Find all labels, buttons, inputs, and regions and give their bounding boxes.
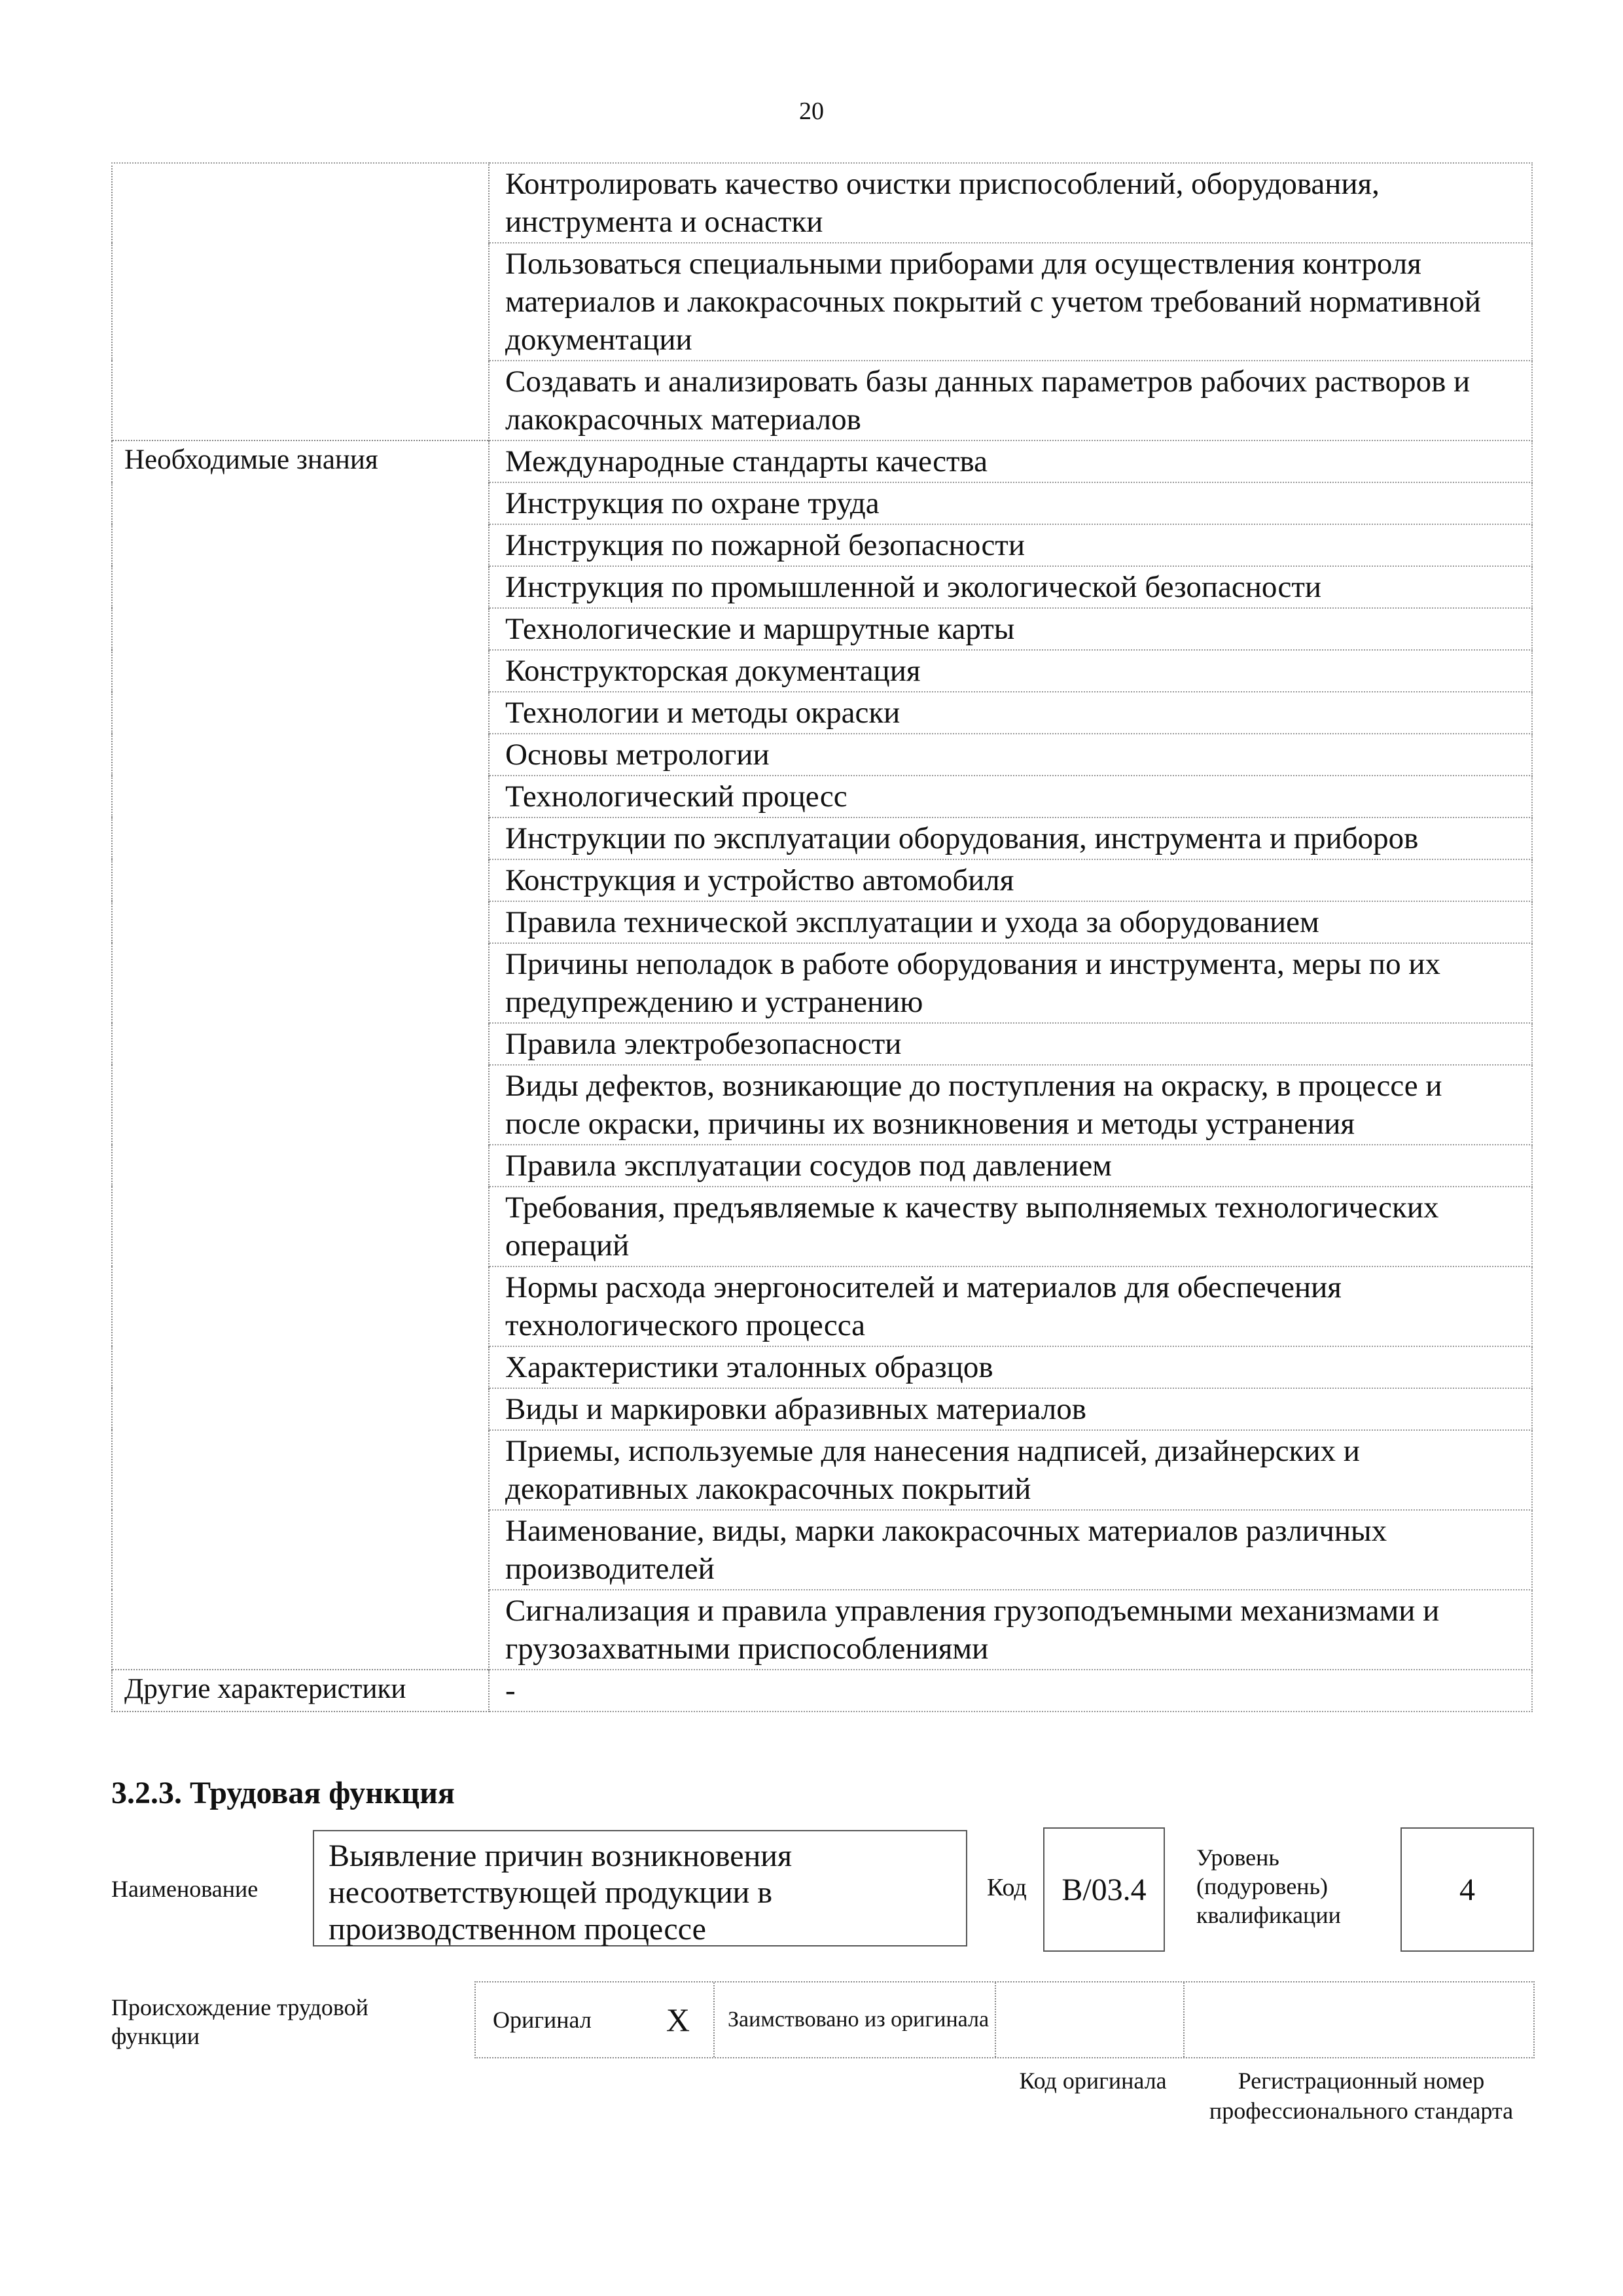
row-text: Международные стандарты качества <box>489 440 1532 482</box>
row-text: Правила технической эксплуатации и ухода за оборудованием <box>489 901 1532 943</box>
row-label <box>112 1065 489 1145</box>
requirements-table <box>111 162 1533 1712</box>
row-text: Инструкция по охране труда <box>489 482 1532 524</box>
table-row <box>112 482 1532 524</box>
table-row <box>112 817 1532 859</box>
origin-label: Происхождение трудовой функции <box>111 1994 368 2049</box>
row-text: Основы метрологии <box>489 734 1532 776</box>
table-row <box>112 1510 1532 1590</box>
table-row <box>112 1145 1532 1187</box>
row-text: Правила электробезопасности <box>489 1023 1532 1065</box>
table-row <box>112 1346 1532 1388</box>
row-label <box>112 817 489 859</box>
row-text: Контролировать качество очистки приспособлений, оборудования, инструмента и оснастки <box>489 163 1532 243</box>
name-label: Наименование <box>111 1876 259 1902</box>
row-text: Пользоваться специальными приборами для осуществления контроля материалов и лакокрасочных покрытий с учетом требований нормативной документации <box>489 243 1532 361</box>
section-title: 3.2.3. Трудовая функция <box>111 1776 455 1810</box>
row-text: Сигнализация и правила управления грузоподъемными механизмами и грузозахватными приспособлениями <box>489 1590 1532 1670</box>
row-text: Конструкция и устройство автомобиля <box>489 859 1532 901</box>
table-row <box>112 1590 1532 1670</box>
row-label <box>112 1430 489 1510</box>
row-text: Инструкции по эксплуатации оборудования, инструмента и приборов <box>489 817 1532 859</box>
row-label <box>112 524 489 566</box>
table-row <box>112 901 1532 943</box>
row-text: Приемы, используемые для нанесения надписей, дизайнерских и декоративных лакокрасочных покрытий <box>489 1430 1532 1510</box>
table-row <box>112 1266 1532 1346</box>
original-label: Оригинал <box>493 2007 592 2033</box>
row-label <box>112 163 489 243</box>
function-name-box: Выявление причин возникновения несоответствующей продукции в производственном процессе <box>313 1830 967 1946</box>
row-text: Виды дефектов, возникающие до поступления на окраску, в процессе и после окраски, причины их возникновения и методы устранения <box>489 1065 1532 1145</box>
table-row <box>112 243 1532 361</box>
registration-number-cell <box>1185 1982 1533 2057</box>
row-label: Другие характеристики <box>112 1670 489 1712</box>
row-label <box>112 482 489 524</box>
original-code-caption: Код оригинала <box>1019 2068 1167 2094</box>
table-row <box>112 1023 1532 1065</box>
row-text: Правила эксплуатации сосудов под давлением <box>489 1145 1532 1187</box>
level-value-box: 4 <box>1400 1827 1534 1952</box>
level-label: Уровень (подуровень) квалификации <box>1196 1844 1341 1928</box>
row-text: Создавать и анализировать базы данных параметров рабочих растворов и лакокрасочных материалов <box>489 361 1532 440</box>
row-label <box>112 361 489 440</box>
row-label <box>112 566 489 608</box>
table-row <box>112 943 1532 1023</box>
row-text: Конструкторская документация <box>489 650 1532 692</box>
row-label <box>112 734 489 776</box>
row-label <box>112 692 489 734</box>
row-text: Причины неполадок в работе оборудования и инструмента, меры по их предупреждению и устранению <box>489 943 1532 1023</box>
table-row <box>112 524 1532 566</box>
row-label <box>112 1510 489 1590</box>
row-text: Технологии и методы окраски <box>489 692 1532 734</box>
row-label: Необходимые знания <box>112 440 489 482</box>
row-text: Требования, предъявляемые к качеству выполняемых технологических операций <box>489 1187 1532 1266</box>
row-text: Характеристики эталонных образцов <box>489 1346 1532 1388</box>
row-label <box>112 1266 489 1346</box>
page-number: 20 <box>799 98 824 125</box>
table-row <box>112 1065 1532 1145</box>
row-text: Технологический процесс <box>489 776 1532 817</box>
table-row <box>112 650 1532 692</box>
row-label <box>112 776 489 817</box>
table-row <box>112 776 1532 817</box>
borrowed-cell: Заимствовано из оригинала <box>715 1982 996 2057</box>
row-label <box>112 1346 489 1388</box>
table-row <box>112 1670 1532 1712</box>
table-row <box>112 608 1532 650</box>
table-row <box>112 859 1532 901</box>
row-label <box>112 1590 489 1670</box>
row-label <box>112 901 489 943</box>
registration-number-caption: Регистрационный номер профессионального стандарта <box>1209 2068 1514 2124</box>
original-cell <box>476 1982 715 2057</box>
row-text: - <box>489 1670 1532 1712</box>
row-label <box>112 1187 489 1266</box>
row-label <box>112 859 489 901</box>
table-row <box>112 734 1532 776</box>
row-text: Виды и маркировки абразивных материалов <box>489 1388 1532 1430</box>
table-row <box>112 1430 1532 1510</box>
table-row <box>112 566 1532 608</box>
code-value-box: B/03.4 <box>1043 1827 1165 1952</box>
table-row <box>112 1388 1532 1430</box>
origin-table <box>474 1981 1535 2058</box>
table-row <box>112 692 1532 734</box>
row-label <box>112 608 489 650</box>
original-mark: X <box>666 2001 690 2038</box>
row-text: Технологические и маршрутные карты <box>489 608 1532 650</box>
row-label <box>112 1145 489 1187</box>
table-row <box>112 440 1532 482</box>
row-label <box>112 650 489 692</box>
row-text: Инструкция по пожарной безопасности <box>489 524 1532 566</box>
row-label <box>112 943 489 1023</box>
table-row <box>112 361 1532 440</box>
original-code-cell <box>996 1982 1185 2057</box>
table-row <box>112 1187 1532 1266</box>
row-text: Наименование, виды, марки лакокрасочных материалов различных производителей <box>489 1510 1532 1590</box>
table-row <box>112 163 1532 243</box>
row-label <box>112 1388 489 1430</box>
row-text: Нормы расхода энергоносителей и материалов для обеспечения технологического процесса <box>489 1266 1532 1346</box>
row-text: Инструкция по промышленной и экологической безопасности <box>489 566 1532 608</box>
row-label <box>112 243 489 361</box>
code-label: Код <box>987 1874 1027 1901</box>
row-label <box>112 1023 489 1065</box>
